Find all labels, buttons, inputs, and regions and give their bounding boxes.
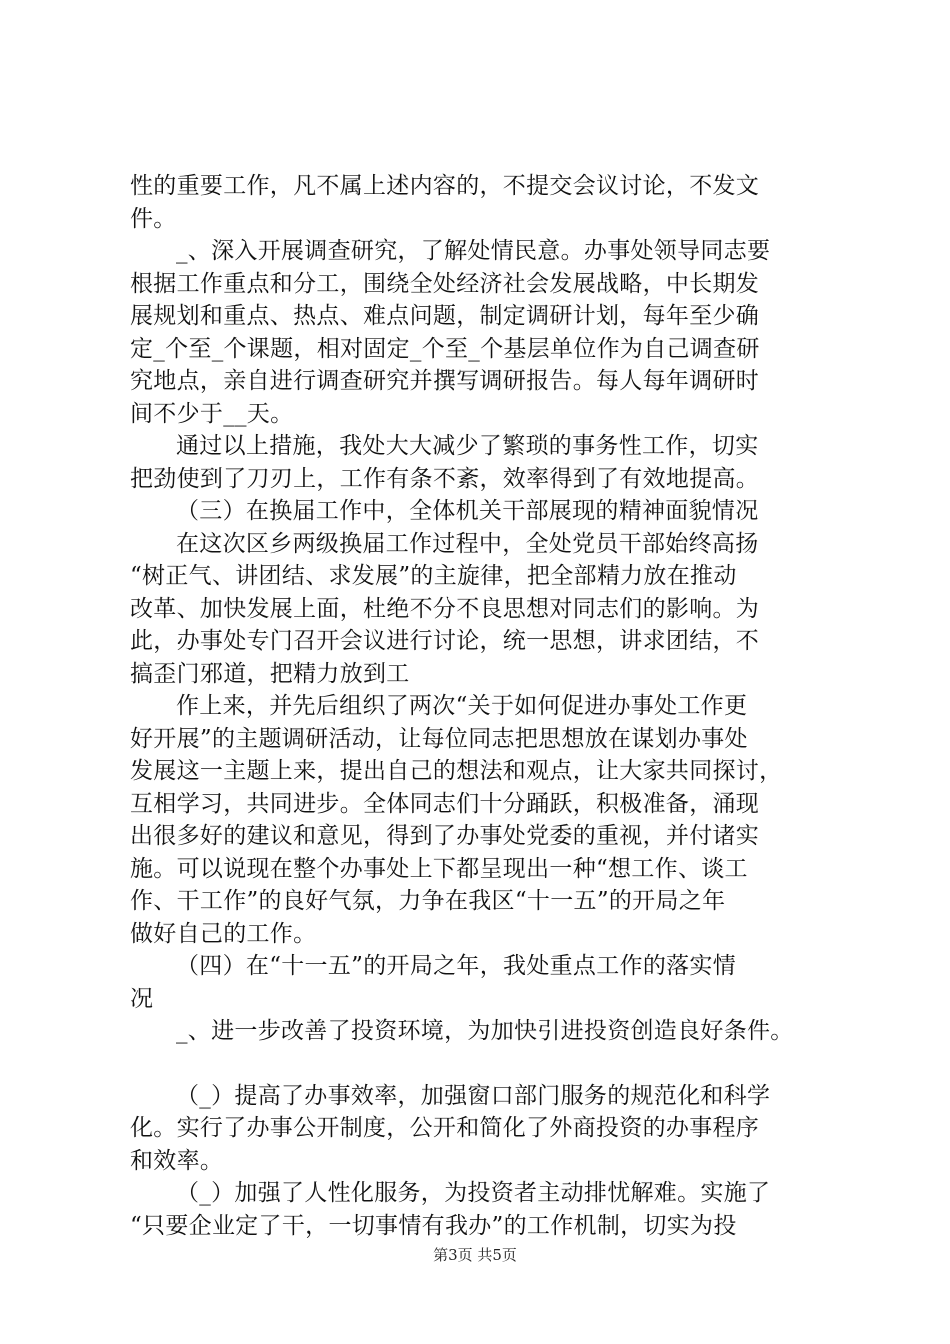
text-line: 做好自己的工作。 [130,920,317,947]
text-line: 出很多好的建议和意见，得到了办事处党委的重视，并付诸实 [130,823,760,849]
text-line: 在这次区乡两级换届工作过程中，全处党员干部始终高扬 [176,530,759,557]
text-line: 作、干工作”的良好气氛，力争在我区“十一五”的开局之年 [130,888,726,914]
text-line: 和效率。 [130,1147,224,1174]
section-heading: （四）在“十一五”的开局之年，我处重点工作的落实情 [176,953,737,979]
text-line: 把劲使到了刀刃上，工作有条不紊，效率得到了有效地提高。 [130,465,760,492]
text-line: 搞歪门邪道，把精力放到工 [130,660,410,687]
text-line: 此，办事处专门召开会议进行讨论，统一思想，讲求团结，不 [130,628,760,654]
text-line: 发展这一主题上来，提出自己的想法和观点，让大家共同探讨， [130,758,783,784]
page-number-footer: 第3页 共5页 [433,1246,517,1264]
text-line: 件。 [130,205,177,232]
text-line: _、深入开展调查研究，了解处情民意。办事处领导同志要 [176,238,771,264]
text-line: 性的重要工作，凡不属上述内容的，不提交会议讨论，不发文 [130,173,760,199]
text-line: “树正气、讲团结、求发展”的主旋律，把全部精力放在推动 [130,563,737,589]
text-line: 作上来，并先后组织了两次“关于如何促进办事处工作更 [176,693,748,719]
text-line: 好开展”的主题调研活动，让每位同志把思想放在谋划办事处 [130,725,748,752]
text-line: 改革、加快发展上面，杜绝不分不良思想对同志们的影响。为 [130,595,760,622]
text-line: 根据工作重点和分工，围绕全处经济社会发展战略，中长期发 [130,270,760,297]
text-line: 通过以上措施，我处大大减少了繁琐的事务性工作，切实 [176,433,759,459]
text-line: （_）提高了办事效率，加强窗口部门服务的规范化和科学 [176,1082,771,1109]
text-line: _、进一步改善了投资环境，为加快引进投资创造良好条件。 [176,1018,794,1044]
text-line: 间不少于__天。 [130,400,294,427]
text-line: 施。可以说现在整个办事处上下都呈现出一种“想工作、谈工 [130,855,748,882]
text-line: 化。实行了办事公开制度，公开和简化了外商投资的办事程序 [130,1115,760,1141]
text-line: 究地点，亲自进行调查研究并撰写调研报告。每人每年调研时 [130,368,760,394]
text-line: 定_个至_个课题，相对固定_个至_个基层单位作为自己调查研 [130,335,760,362]
document-body [130,170,835,1242]
text-line: “只要企业定了干，一切事情有我办”的工作机制，切实为投 [130,1212,737,1239]
text-line: 互相学习，共同进步。全体同志们十分踊跃，积极准备，涌现 [130,790,760,817]
section-heading: （三）在换届工作中，全体机关干部展现的精神面貌情况 [176,498,759,524]
text-line: 况 [130,985,154,1012]
text-line: 展规划和重点、热点、难点问题，制定调研计划，每年至少确 [130,303,760,329]
text-line: （_）加强了人性化服务，为投资者主动排忧解难。实施了 [176,1180,771,1206]
